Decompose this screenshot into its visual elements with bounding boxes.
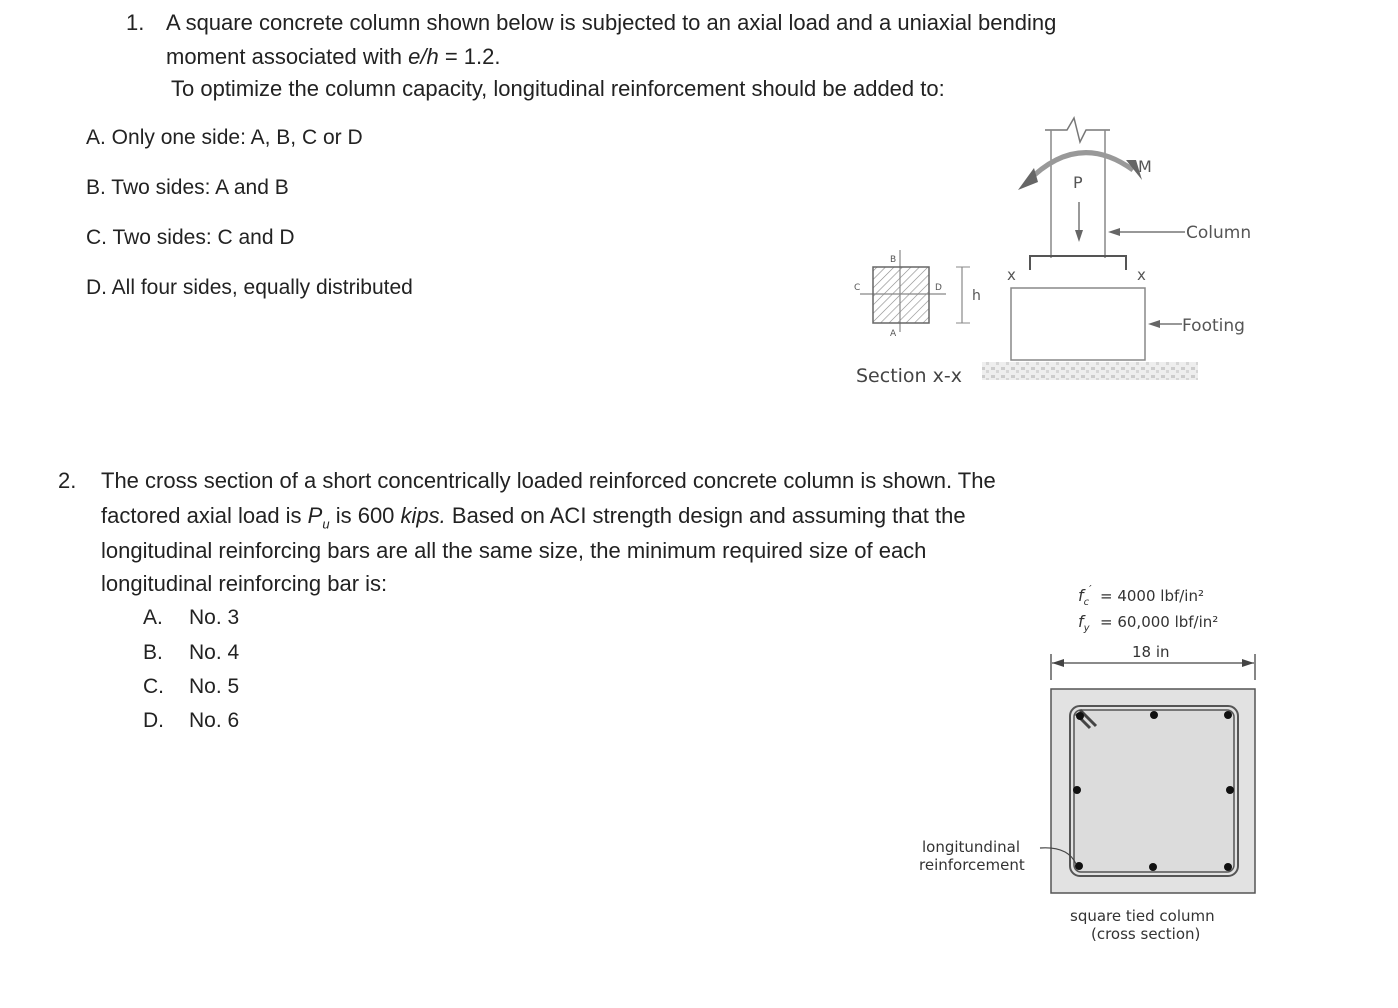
rebar-bottom-right xyxy=(1224,863,1232,871)
q2-option-c-text: No. 5 xyxy=(189,675,240,698)
q2-option-c-letter: C. xyxy=(143,675,164,698)
moment-label: M xyxy=(1138,157,1152,176)
fc-value: = 4000 lbf/in² xyxy=(1100,587,1204,605)
q2-option-d[interactable] xyxy=(143,709,239,733)
q2-option-a-letter: A. xyxy=(143,606,163,629)
q2-line2-a: factored axial load is xyxy=(101,503,308,528)
q1-line2-var: e/h xyxy=(408,44,439,69)
footing-leader-arrowhead xyxy=(1148,320,1160,328)
q1-text-line-1: A square concrete column shown below is subjected to an axial load and a uniaxial bending xyxy=(166,10,1057,35)
load-label: P xyxy=(1073,173,1083,192)
q2-option-a[interactable] xyxy=(143,606,239,630)
rebar-label-line-2: reinforcement xyxy=(919,856,1025,874)
column-leader-arrowhead xyxy=(1108,228,1120,236)
q2-option-c[interactable] xyxy=(143,675,239,699)
q2-number: 2. xyxy=(58,468,77,493)
section-side-b: B xyxy=(890,255,897,265)
rebar-top-right xyxy=(1224,711,1232,719)
q1-line2-suffix: = 1.2. xyxy=(438,44,501,69)
rebar-top-left xyxy=(1076,712,1084,720)
fy-value: = 60,000 lbf/in² xyxy=(1100,613,1219,631)
section-side-a: A xyxy=(890,329,897,339)
figure-caption-line-1: square tied column xyxy=(1070,907,1215,925)
load-arrowhead xyxy=(1075,230,1083,242)
section-side-d: D xyxy=(935,283,942,293)
fc-symbol: $f_c'$ xyxy=(1078,583,1092,608)
q1-text-line-2 xyxy=(166,40,500,74)
q2-text-line-4: longitudinal reinforcing bar is: xyxy=(101,571,388,596)
q2-line2-var: P xyxy=(307,503,323,528)
q2-option-b-letter: B. xyxy=(143,641,163,664)
rebar-middle-left xyxy=(1073,786,1081,794)
section-x-label-left: x xyxy=(1007,266,1016,284)
q2-option-b[interactable] xyxy=(143,641,239,665)
h-label: h xyxy=(972,288,981,304)
column-label: Column xyxy=(1186,223,1252,243)
q1-option-b[interactable]: B. Two sides: A and B xyxy=(86,176,289,199)
q2-text-line-3: longitudinal reinforcing bars are all the same size, the minimum required size of each xyxy=(101,538,927,563)
q1-line2-prefix: moment associated with xyxy=(166,44,409,69)
q2-line2-sub: u xyxy=(322,516,330,532)
width-arrowhead-left xyxy=(1052,659,1064,667)
section-cut-line xyxy=(1030,256,1126,270)
figure-caption-line-2: (cross section) xyxy=(1091,925,1201,943)
column-break-line xyxy=(1045,118,1110,142)
rebar-bottom-middle xyxy=(1149,863,1157,871)
q1-text-line-3: To optimize the column capacity, longitudinal reinforcement should be added to: xyxy=(171,76,945,101)
footing xyxy=(1011,288,1145,360)
rebar-top-middle xyxy=(1150,711,1158,719)
tie-inner xyxy=(1074,710,1234,872)
ground-strip xyxy=(982,362,1198,380)
rebar-middle-right xyxy=(1226,786,1234,794)
rebar-label-line-1: longitundinal xyxy=(922,838,1020,856)
q1-option-a[interactable]: A. Only one side: A, B, C or D xyxy=(86,126,363,149)
q2-line2-units: kips. xyxy=(400,503,446,528)
fy-symbol: $f_y$ xyxy=(1078,612,1090,634)
section-square xyxy=(873,267,929,323)
q2-text-line-1: The cross section of a short concentrically loaded reinforced concrete column is shown. The xyxy=(101,468,996,493)
q2-option-a-text: No. 3 xyxy=(189,606,240,629)
q2-option-d-letter: D. xyxy=(143,709,164,732)
q1-column-figure xyxy=(830,110,1280,400)
q2-line2-c: Based on ACI strength design and assuming that the xyxy=(445,503,966,528)
width-label: 18 in xyxy=(1132,643,1170,661)
q1-option-d[interactable]: D. All four sides, equally distributed xyxy=(86,276,413,299)
q1-option-c[interactable]: C. Two sides: C and D xyxy=(86,226,295,249)
section-caption: Section x-x xyxy=(856,365,962,387)
q1-number: 1. xyxy=(126,10,145,35)
width-arrowhead-right xyxy=(1242,659,1254,667)
section-x-label-right: x xyxy=(1137,266,1146,284)
q2-option-d-text: No. 6 xyxy=(189,709,240,732)
q2-line2-b: is 600 xyxy=(329,503,401,528)
q2-cross-section-figure xyxy=(910,580,1290,950)
section-side-c: C xyxy=(854,283,861,293)
footing-label: Footing xyxy=(1182,316,1245,336)
q2-option-b-text: No. 4 xyxy=(189,641,240,664)
